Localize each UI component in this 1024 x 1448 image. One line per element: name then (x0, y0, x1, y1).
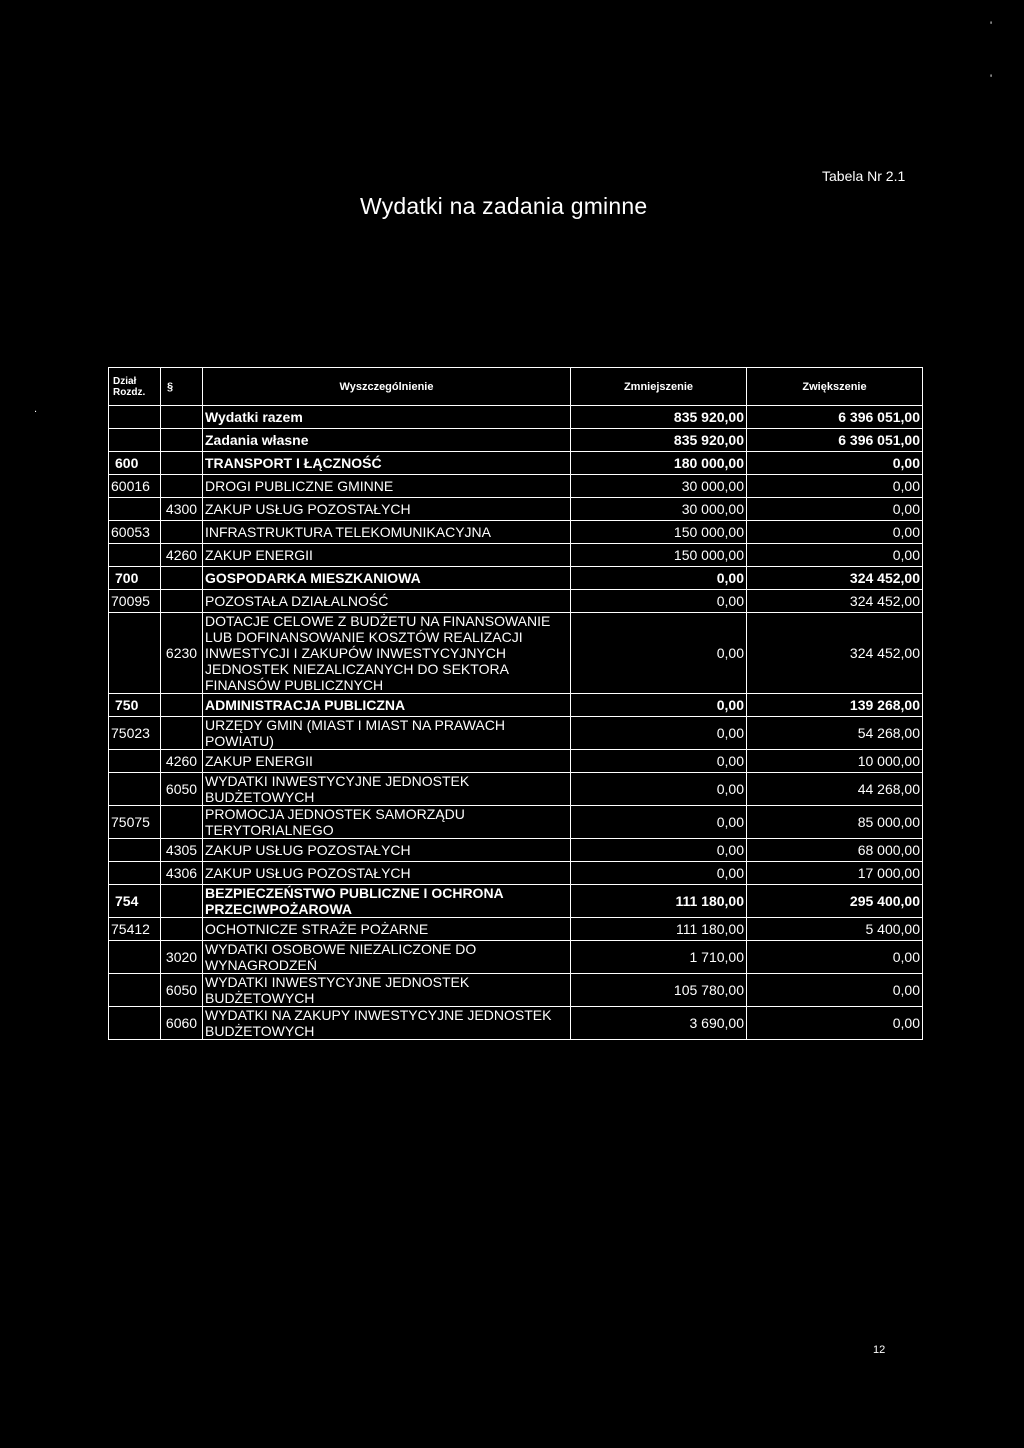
cell-opis: ADMINISTRACJA PUBLICZNA (203, 694, 571, 717)
cell-paragraf (161, 475, 203, 498)
scan-speck: ' (990, 20, 993, 32)
cell-zwiekszenie: 68 000,00 (747, 839, 923, 862)
cell-zmniejszenie: 0,00 (571, 717, 747, 750)
cell-zwiekszenie: 5 400,00 (747, 918, 923, 941)
cell-zmniejszenie: 150 000,00 (571, 544, 747, 567)
cell-zmniejszenie: 0,00 (571, 806, 747, 839)
cell-paragraf: 6060 (161, 1007, 203, 1040)
cell-dzial: 75023 (109, 717, 161, 750)
cell-zwiekszenie: 85 000,00 (747, 806, 923, 839)
cell-zwiekszenie: 324 452,00 (747, 567, 923, 590)
cell-dzial (109, 1007, 161, 1040)
cell-zmniejszenie: 0,00 (571, 590, 747, 613)
cell-paragraf: 6050 (161, 773, 203, 806)
cell-zmniejszenie: 150 000,00 (571, 521, 747, 544)
cell-paragraf: 3020 (161, 941, 203, 974)
cell-zwiekszenie: 0,00 (747, 452, 923, 475)
cell-zwiekszenie: 6 396 051,00 (747, 406, 923, 429)
cell-zwiekszenie: 0,00 (747, 1007, 923, 1040)
column-header-dzial: Dział Rozdz. (109, 368, 161, 406)
table-row (109, 521, 923, 544)
cell-zwiekszenie: 0,00 (747, 521, 923, 544)
cell-paragraf (161, 521, 203, 544)
cell-paragraf (161, 918, 203, 941)
cell-dzial (109, 613, 161, 694)
table-row (109, 544, 923, 567)
cell-zwiekszenie: 0,00 (747, 941, 923, 974)
cell-paragraf (161, 452, 203, 475)
cell-paragraf: 4260 (161, 544, 203, 567)
cell-paragraf (161, 567, 203, 590)
cell-opis: GOSPODARKA MIESZKANIOWA (203, 567, 571, 590)
cell-dzial (109, 406, 161, 429)
cell-paragraf (161, 717, 203, 750)
cell-zwiekszenie: 324 452,00 (747, 613, 923, 694)
cell-zmniejszenie: 0,00 (571, 839, 747, 862)
table-row (109, 452, 923, 475)
cell-zwiekszenie: 295 400,00 (747, 885, 923, 918)
cell-zwiekszenie: 10 000,00 (747, 750, 923, 773)
cell-paragraf (161, 885, 203, 918)
cell-zmniejszenie: 111 180,00 (571, 885, 747, 918)
table-row (109, 885, 923, 918)
cell-zmniejszenie: 835 920,00 (571, 429, 747, 452)
table-header-row (109, 368, 923, 406)
cell-zmniejszenie: 0,00 (571, 567, 747, 590)
cell-paragraf: 4300 (161, 498, 203, 521)
cell-opis: ZAKUP USŁUG POZOSTAŁYCH (203, 839, 571, 862)
cell-dzial (109, 750, 161, 773)
scan-speck: . (34, 403, 38, 415)
cell-opis: ZAKUP USŁUG POZOSTAŁYCH (203, 862, 571, 885)
cell-dzial: 750 (109, 694, 161, 717)
cell-dzial (109, 974, 161, 1007)
cell-opis: DOTACJE CELOWE Z BUDŻETU NA FINANSOWANIE LUB DOFINANSOWANIE KOSZTÓW REALIZACJI INWESTYCJI I ZAKUPÓW INWESTYCYJNYCH JEDNOSTEK NIEZALICZANYCH DO SEKTORA FINANSÓW PUBLICZNYCH (203, 613, 571, 694)
table-row (109, 1007, 923, 1040)
cell-opis: OCHOTNICZE STRAŻE POŻARNE (203, 918, 571, 941)
cell-opis: DROGI PUBLICZNE GMINNE (203, 475, 571, 498)
cell-opis: WYDATKI OSOBOWE NIEZALICZONE DO WYNAGRODZEŃ (203, 941, 571, 974)
cell-zwiekszenie: 0,00 (747, 974, 923, 1007)
cell-opis: WYDATKI INWESTYCYJNE JEDNOSTEK BUDŻETOWYCH (203, 773, 571, 806)
cell-zmniejszenie: 0,00 (571, 750, 747, 773)
cell-paragraf (161, 590, 203, 613)
cell-paragraf: 4260 (161, 750, 203, 773)
cell-zwiekszenie: 0,00 (747, 475, 923, 498)
cell-zwiekszenie: 0,00 (747, 544, 923, 567)
cell-zmniejszenie: 0,00 (571, 862, 747, 885)
table-row (109, 717, 923, 750)
cell-zwiekszenie: 0,00 (747, 498, 923, 521)
column-header-opis: Wyszczególnienie (203, 368, 571, 406)
table-row (109, 839, 923, 862)
cell-zwiekszenie: 6 396 051,00 (747, 429, 923, 452)
cell-paragraf: 4305 (161, 839, 203, 862)
budget-table (108, 367, 923, 1040)
cell-zmniejszenie: 111 180,00 (571, 918, 747, 941)
cell-zwiekszenie: 17 000,00 (747, 862, 923, 885)
cell-opis: INFRASTRUKTURA TELEKOMUNIKACYJNA (203, 521, 571, 544)
cell-zmniejszenie: 30 000,00 (571, 475, 747, 498)
page-number: 12 (873, 1344, 886, 1356)
table-label: Tabela Nr 2.1 (822, 168, 906, 184)
cell-paragraf (161, 806, 203, 839)
cell-paragraf (161, 429, 203, 452)
table-row (109, 773, 923, 806)
cell-zmniejszenie: 0,00 (571, 613, 747, 694)
table-row (109, 694, 923, 717)
cell-dzial: 700 (109, 567, 161, 590)
cell-zmniejszenie: 3 690,00 (571, 1007, 747, 1040)
cell-dzial (109, 862, 161, 885)
scan-speck: ' (990, 73, 993, 85)
cell-opis: ZAKUP USŁUG POZOSTAŁYCH (203, 498, 571, 521)
table-row (109, 918, 923, 941)
table-body (109, 406, 923, 1040)
cell-opis: BEZPIECZEŃSTWO PUBLICZNE I OCHRONA PRZECIWPOŻAROWA (203, 885, 571, 918)
cell-zwiekszenie: 44 268,00 (747, 773, 923, 806)
cell-opis: POZOSTAŁA DZIAŁALNOŚĆ (203, 590, 571, 613)
cell-paragraf: 4306 (161, 862, 203, 885)
table-row (109, 429, 923, 452)
table-row (109, 590, 923, 613)
cell-zmniejszenie: 105 780,00 (571, 974, 747, 1007)
cell-zwiekszenie: 54 268,00 (747, 717, 923, 750)
cell-dzial (109, 773, 161, 806)
cell-paragraf: 6050 (161, 974, 203, 1007)
cell-opis: ZAKUP ENERGII (203, 750, 571, 773)
table-row (109, 406, 923, 429)
cell-dzial (109, 941, 161, 974)
cell-opis: WYDATKI INWESTYCYJNE JEDNOSTEK BUDŻETOWYCH (203, 974, 571, 1007)
cell-zmniejszenie: 30 000,00 (571, 498, 747, 521)
table-row (109, 941, 923, 974)
cell-zwiekszenie: 139 268,00 (747, 694, 923, 717)
cell-zmniejszenie: 180 000,00 (571, 452, 747, 475)
page-title: Wydatki na zadania gminne (360, 193, 648, 219)
cell-dzial: 75412 (109, 918, 161, 941)
cell-dzial: 60053 (109, 521, 161, 544)
table-row (109, 974, 923, 1007)
cell-opis: TRANSPORT I ŁĄCZNOŚĆ (203, 452, 571, 475)
cell-dzial (109, 429, 161, 452)
cell-zmniejszenie: 0,00 (571, 694, 747, 717)
cell-zmniejszenie: 0,00 (571, 773, 747, 806)
cell-opis: Zadania własne (203, 429, 571, 452)
cell-dzial: 70095 (109, 590, 161, 613)
cell-dzial: 60016 (109, 475, 161, 498)
column-header-zwiekszenie: Zwiększenie (747, 368, 923, 406)
cell-dzial: 600 (109, 452, 161, 475)
cell-opis: Wydatki razem (203, 406, 571, 429)
cell-opis: PROMOCJA JEDNOSTEK SAMORZĄDU TERYTORIALNEGO (203, 806, 571, 839)
table-row (109, 613, 923, 694)
cell-dzial (109, 498, 161, 521)
cell-dzial: 75075 (109, 806, 161, 839)
column-header-paragraf: § (161, 368, 203, 406)
table-row (109, 806, 923, 839)
table-row (109, 567, 923, 590)
table-row (109, 862, 923, 885)
cell-opis: WYDATKI NA ZAKUPY INWESTYCYJNE JEDNOSTEK BUDŻETOWYCH (203, 1007, 571, 1040)
column-header-zmniejszenie: Zmniejszenie (571, 368, 747, 406)
table-row (109, 498, 923, 521)
cell-dzial: 754 (109, 885, 161, 918)
cell-zmniejszenie: 1 710,00 (571, 941, 747, 974)
cell-opis: ZAKUP ENERGII (203, 544, 571, 567)
cell-dzial (109, 839, 161, 862)
cell-opis: URZĘDY GMIN (MIAST I MIAST NA PRAWACH POWIATU) (203, 717, 571, 750)
cell-zwiekszenie: 324 452,00 (747, 590, 923, 613)
cell-dzial (109, 544, 161, 567)
cell-paragraf (161, 406, 203, 429)
cell-paragraf (161, 694, 203, 717)
table-row (109, 475, 923, 498)
cell-zmniejszenie: 835 920,00 (571, 406, 747, 429)
cell-paragraf: 6230 (161, 613, 203, 694)
table-row (109, 750, 923, 773)
